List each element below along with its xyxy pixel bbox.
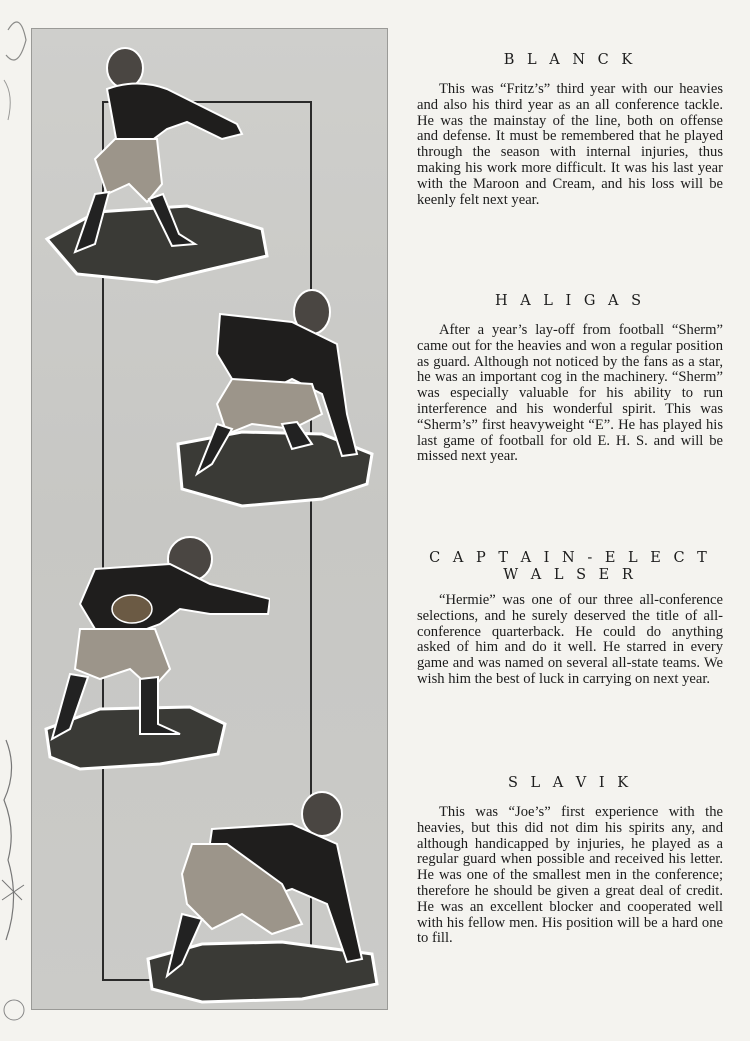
player-photo-blanck [37, 34, 272, 284]
player-bio: After a year’s lay-off from football “Sherm” came out for the heavies and won a regular position as guard. Although not noticed by the fans as a star, he was an important cog in the machinery. “Sherm” was especially valuable for his ability to run interference and his wonderful spirit. This was “Sherm’s” first heavyweight “E”. He has played his last game of football for old E. H. S. and will be missed next year. [417, 322, 723, 465]
player-bio: “Hermie” was one of our three all-conference selections, and he surely deserved the title of all-conference quarterback. He could do anything asked of him and do it well. He starred in every game and was named on several all-state teams. We wish him the best of luck in carrying on next year. [417, 592, 723, 687]
section-walser [417, 551, 723, 688]
player-name-heading: C A P T A I N - E L E C T [429, 550, 711, 566]
player-bio: This was “Joe’s” first experience with the heavies, but this did not dim his spirits any, and although handicapped by injuries, he played as a regular guard when possible and received his letter. He was one of the smallest men in the conference; therefore he should be given a great deal of credit. He was an excellent blocker and cooperated well with his fellow men. His position will be a hard one to fill. [417, 804, 723, 947]
player-name-heading: H A L I G A S [494, 293, 646, 309]
player-photo-slavik [142, 784, 382, 1009]
player-bio: This was “Fritz’s” third year with our heavies and also his third year as an all conference tackle. He was the mainstay of the line, both on offense and defense. It must be remembered that he played through the season with internal injuries, thus making his work more difficult. It was his last year with the Maroon and Cream, and his loss will be keenly felt next year. [417, 81, 723, 208]
photo-panel [31, 28, 388, 1010]
section-slavik [417, 776, 723, 947]
player-name-heading: S L A V I K [507, 775, 633, 791]
section-blanck [417, 53, 723, 208]
player-name-heading-line2: W A L S E R [503, 567, 637, 583]
player-photo-haligas [172, 284, 382, 514]
player-name-heading: B L A N C K [503, 52, 637, 68]
section-haligas [417, 294, 723, 465]
margin-doodle-decoration [0, 0, 30, 1041]
player-photo-walser [40, 529, 270, 789]
